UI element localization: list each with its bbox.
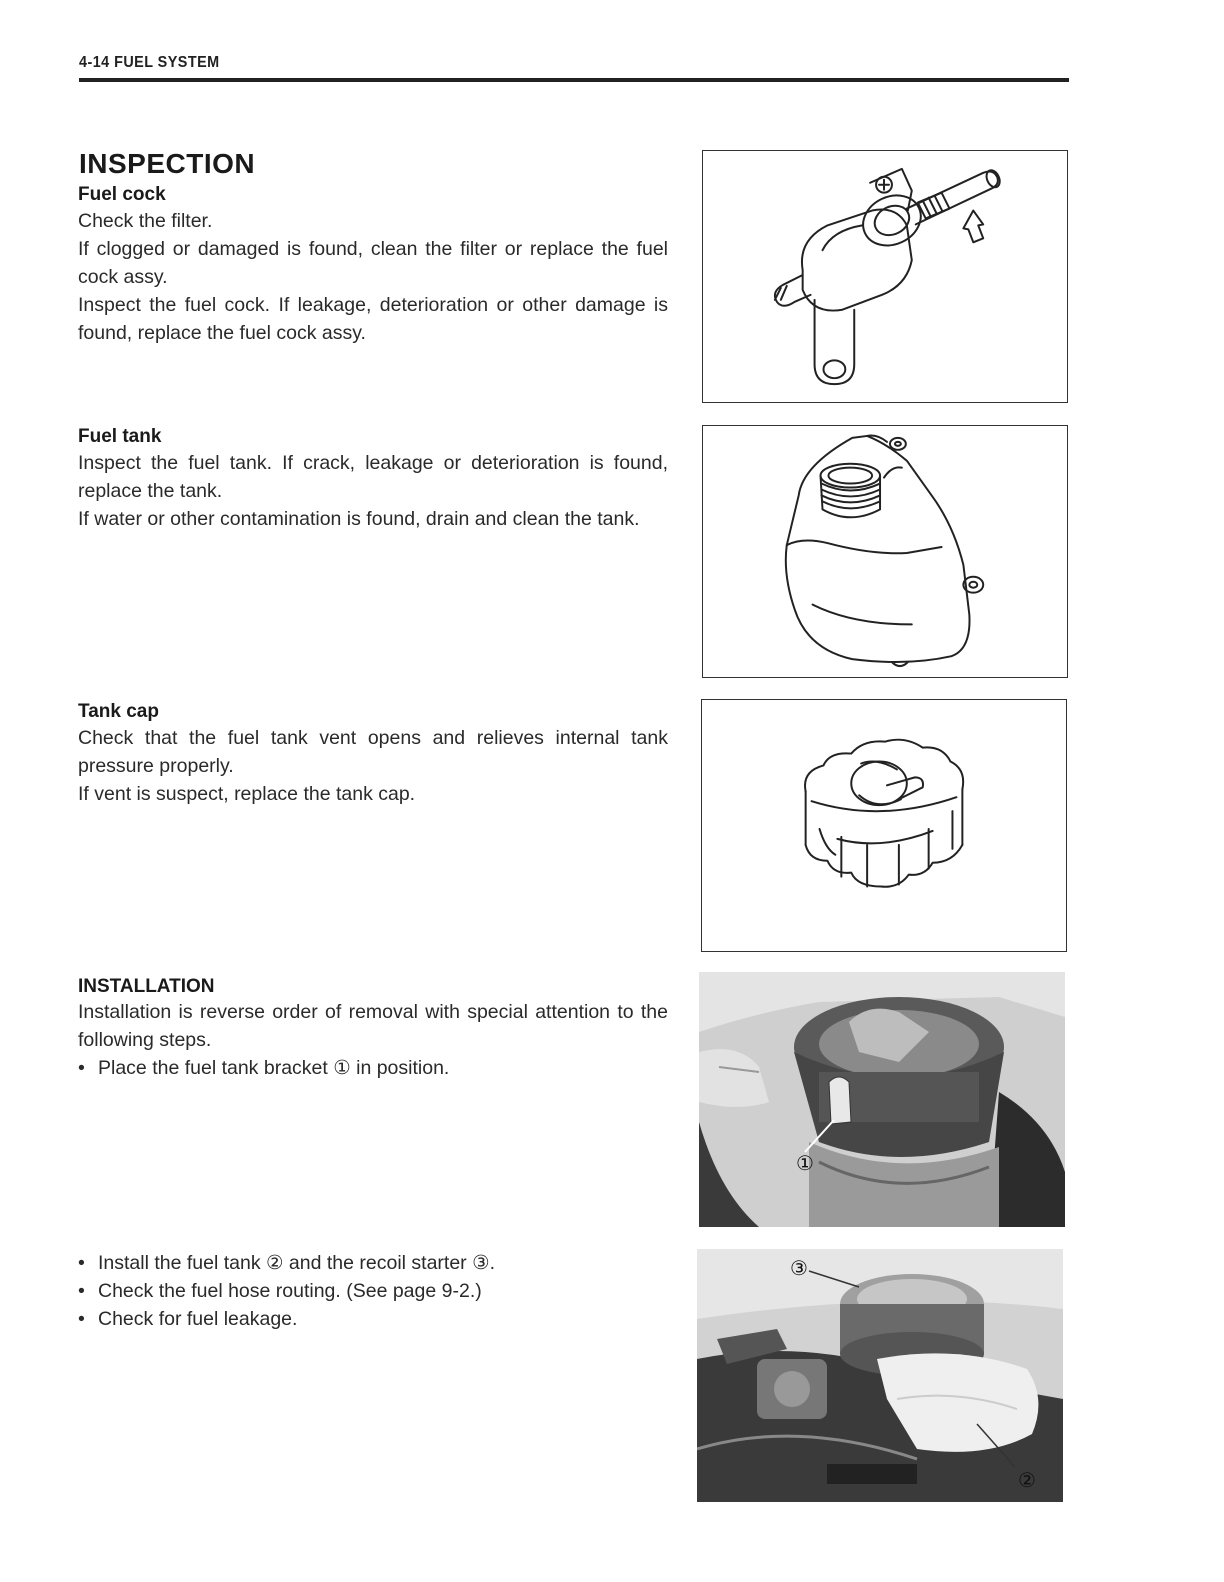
tank-cap-heading: Tank cap	[78, 701, 159, 722]
bullet-text: Check the fuel hose routing. (See page 9-2.)	[98, 1280, 482, 1302]
fuel-cock-heading: Fuel cock	[78, 184, 166, 205]
fuel-tank-line: Inspect the fuel tank. If crack, leakage or deterioration is found, replace the tank.	[78, 452, 668, 502]
fuel-cock-line: Inspect the fuel cock. If leakage, deterioration or other damage is found, replace the fuel cock assy.	[78, 294, 668, 344]
fuel-tank-illustration	[703, 426, 1067, 677]
page-header-label: 4-14 FUEL SYSTEM	[79, 54, 220, 71]
bullet-item	[78, 1277, 668, 1305]
bracket-photo	[699, 972, 1065, 1227]
bullet-dot: •	[78, 1308, 85, 1330]
tank-cap-line: Check that the fuel tank vent opens and relieves internal tank pressure properly.	[78, 727, 668, 777]
fuel-cock-illustration	[703, 151, 1067, 402]
tank-installed-photo-image	[697, 1249, 1063, 1502]
fuel-cock-line: If clogged or damaged is found, clean the filter or replace the fuel cock assy.	[78, 238, 668, 288]
inspection-title: INSPECTION	[79, 148, 256, 179]
fuel-cock-figure	[702, 150, 1068, 403]
callout-3-label: ③	[790, 1256, 808, 1280]
installation-intro: Installation is reverse order of removal with special attention to the following steps.	[78, 1001, 668, 1051]
bullet-dot: •	[78, 1280, 85, 1302]
installation-title: INSTALLATION	[78, 976, 215, 997]
bullet-dot: •	[78, 1252, 85, 1274]
tank-cap-text	[78, 724, 668, 808]
fuel-tank-line: If water or other contamination is found, drain and clean the tank.	[78, 508, 640, 530]
bracket-photo-image	[699, 972, 1065, 1227]
bullet-item	[78, 1054, 668, 1082]
fuel-tank-heading: Fuel tank	[78, 426, 162, 447]
tank-cap-figure	[701, 699, 1067, 952]
bullet-text: Place the fuel tank bracket ① in position.	[98, 1057, 450, 1079]
page-header	[79, 54, 1069, 82]
installation-text	[78, 998, 668, 1082]
tank-cap-line: If vent is suspect, replace the tank cap.	[78, 783, 416, 805]
tank-cap-illustration	[702, 700, 1066, 951]
callout-2-label: ②	[1018, 1468, 1036, 1492]
fuel-cock-line: Check the filter.	[78, 210, 213, 232]
fuel-tank-text	[78, 449, 668, 533]
fuel-cock-text	[78, 207, 668, 347]
bullet-dot: •	[78, 1057, 85, 1079]
bullet-item	[78, 1305, 668, 1333]
bullet-text: Check for fuel leakage.	[98, 1308, 298, 1330]
fuel-tank-figure	[702, 425, 1068, 678]
bullet-text: Install the fuel tank ② and the recoil starter ③.	[98, 1252, 495, 1274]
tank-installed-photo	[697, 1249, 1063, 1502]
callout-1-label: ①	[796, 1151, 814, 1175]
bullet-item	[78, 1249, 668, 1277]
installation-steps	[78, 1249, 668, 1333]
